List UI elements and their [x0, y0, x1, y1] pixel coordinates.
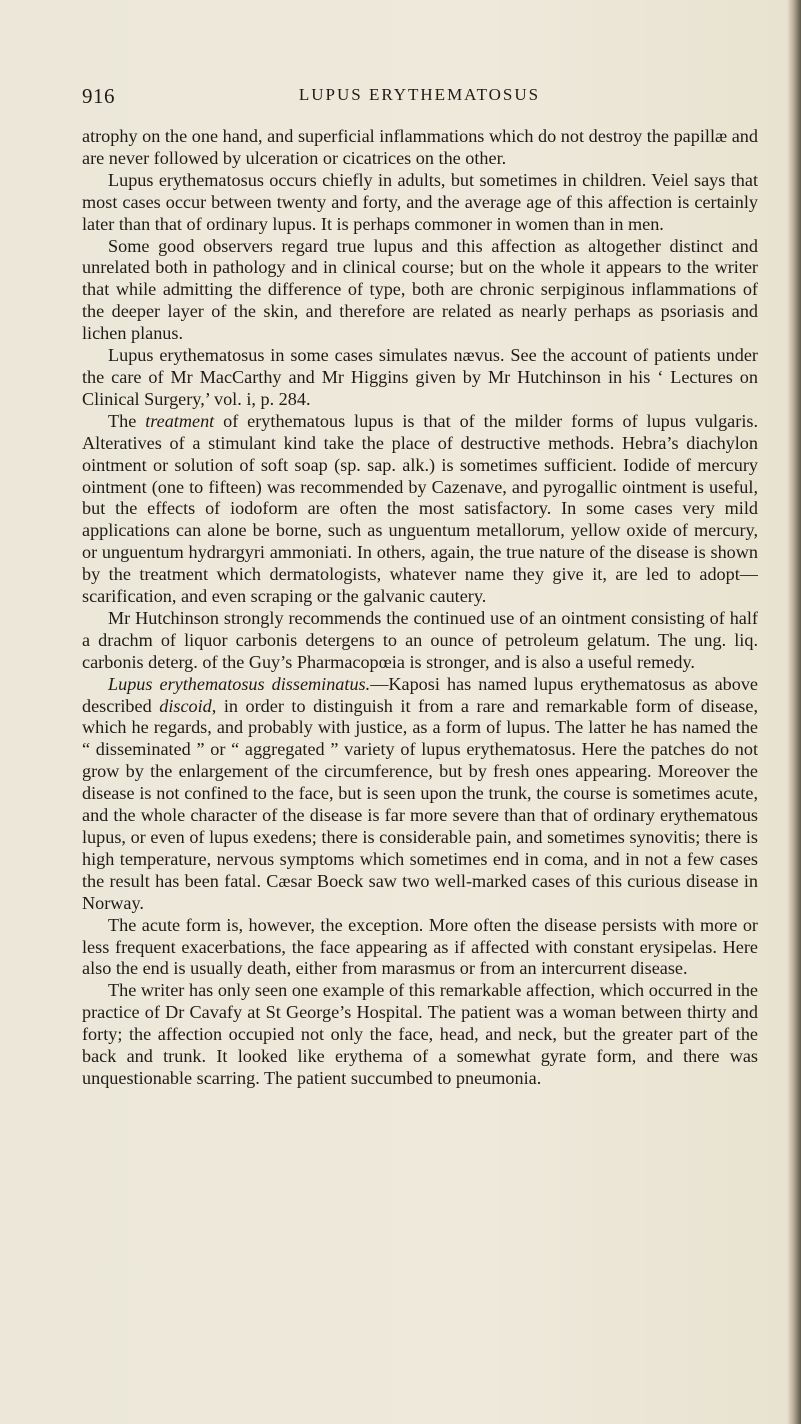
italic-term: discoid	[159, 695, 212, 716]
paragraph-atrophy: atrophy on the one hand, and superficial inflammations which do not destroy the papillæ and are never followed by ulceration or cicatrices on the other.	[82, 126, 758, 168]
paragraph-hutchinson: Mr Hutchinson strongly recommends the continued use of an ointment consisting of half a drachm of liquor carbonis detergens to an ounce of petroleum gelatum. The ung. liq. carbonis deterg. of the Guy’s Pharmacopœia is stronger, and is also a useful remedy.	[82, 607, 758, 672]
paragraph-age-incidence: Lupus erythematosus occurs chiefly in adults, but sometimes in children. Veiel says that most cases occur between twenty and forty, and the average age of this affection is certainly later than that of ordinary lupus. It is perhaps commoner in women than in men.	[82, 169, 758, 234]
paragraph-disseminatus: Lupus erythematosus disseminatus.—Kaposi has named lupus erythematosus as above described discoid, in order to distinguish it from a rare and remarkable form of disease, which he regards, and probably with justice, as a form of lupus. The latter he has named the “ disseminated ” or “ aggregated ” variety of lupus erythematosus. Here the patches do not grow by the enlargement of the circumference, but by fresh ones appearing. Moreover the disease is not confined to the face, but is seen upon the trunk, the course is sometimes acute, and the whole character of the disease is far more severe than that of ordinary erythematous lupus, or even of lupus exedens; there is considerable pain, and sometimes synovitis; there is high temperature, nervous symptoms which sometimes end in coma, and in not a few cases the result has been fatal. Cæsar Boeck saw two well-marked cases of this curious disease in Norway.	[82, 673, 759, 913]
paragraph-relation-to-lupus: Some good observers regard true lupus and this affection as altogether distinct and unrelated both in pathology and in clinical course; but on the whole it appears to the writer that while admitting the difference of type, both are chronic serpiginous inflammations of the deeper layer of the skin, and therefore are related as nearly perhaps as psoriasis and lichen planus.	[82, 235, 758, 344]
page-number: 916	[82, 84, 115, 108]
paragraph-treatment: The treatment of erythematous lupus is that of the milder forms of lupus vulgaris. Alteratives of a stimulant kind take the place of destructive methods. Hebra’s diachylon ointment or solution of soft soap (sp. sap. alk.) is sometimes sufficient. Iodide of mercury ointment (one to fifteen) was recommended by Cazenave, and pyrogallic ointment is useful, but the effects of iodoform are often the most satisfactory. In some cases very mild applications can alone be borne, such as unguentum metallorum, yellow oxide of mercury, or unguentum hydrargyri ammoniati. In others, again, the true nature of the disease is shown by the treatment which dermatologists, whatever name they give it, are led to adopt—scarification, and even scraping or the galvanic cautery.	[82, 410, 758, 607]
section-heading-italic: Lupus erythematosus disseminatus.	[108, 673, 371, 694]
paragraph-example: The writer has only seen one example of this remarkable affection, which occurred in the practice of Dr Cavafy at St George’s Hospital. The patient was a woman between thirty and forty; the affection occupied not only the face, head, and neck, but the greater part of the back and trunk. It looked like erythema of a somewhat gyrate form, and there was unquestionable scarring. The patient succumbed to pneumonia.	[82, 980, 758, 1088]
running-head: LUPUS ERYTHEMATOSUS	[298, 85, 541, 104]
paragraph-acute-form: The acute form is, however, the exception. More often the disease persists with more or less frequent exacerbations, the face appearing as if affected with constant erysipelas. Here also the end is usually death, either from marasmus or from an intercurrent disease.	[82, 914, 758, 979]
paragraph-naevus: Lupus erythematosus in some cases simulates nævus. See the account of patients under the care of Mr MacCarthy and Mr Higgins given by Mr Hutchinson in his ‘ Lectures on Clinical Surgery,’ vol. i, p. 284.	[82, 345, 758, 409]
page-header	[82, 84, 757, 114]
page-edge-shadow	[787, 0, 801, 1424]
body-text	[82, 126, 758, 1090]
italic-term: treatment	[145, 410, 215, 431]
